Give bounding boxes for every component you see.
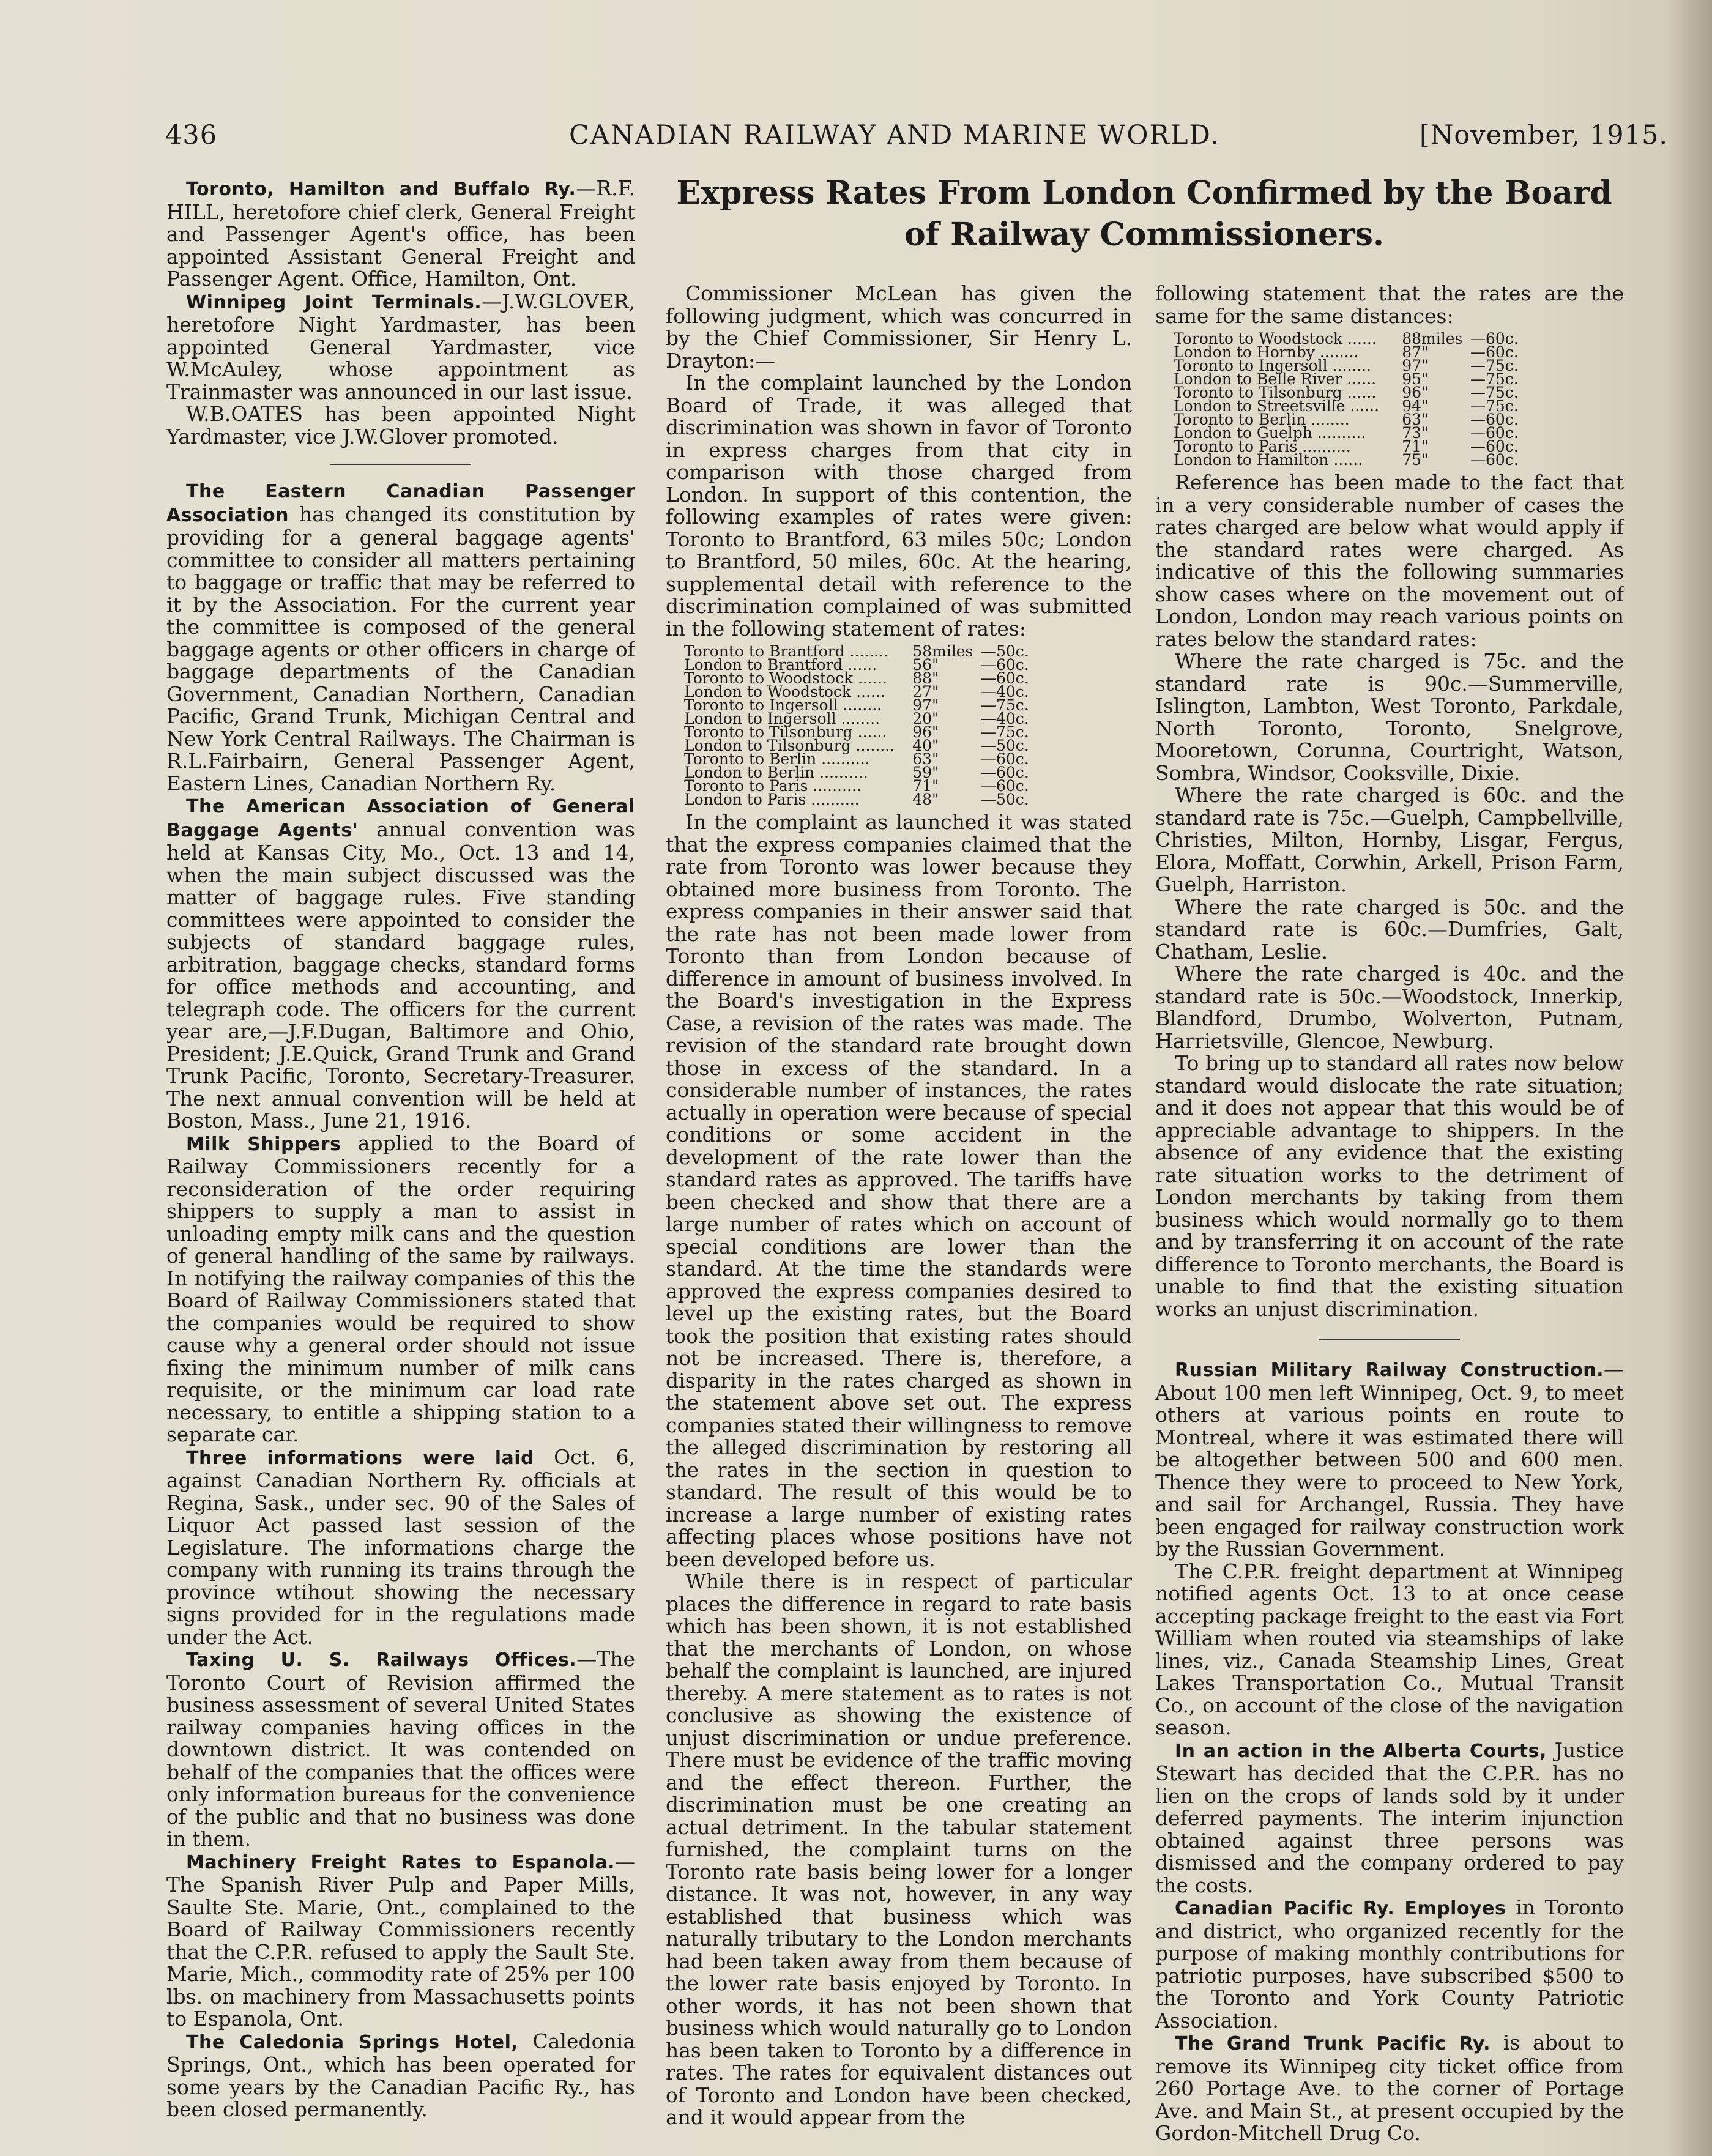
route-cell: London to Streetsville ...... — [1174, 397, 1380, 415]
item-lead: The Eastern Canadian Passenger Association — [166, 481, 635, 526]
unit-cell: " — [1421, 357, 1429, 374]
miles-cell: 71 — [912, 777, 932, 795]
book-gutter — [1669, 0, 1712, 2156]
unit-cell: " — [932, 656, 939, 674]
miles-cell: 75 — [1402, 451, 1421, 469]
miles-cell: 59 — [912, 764, 932, 781]
miles-cell: 58 — [912, 642, 932, 660]
rate-cell: —60c. — [981, 764, 1029, 781]
publication-title: CANADIAN RAILWAY AND MARINE WORLD. — [569, 120, 1221, 151]
unit-cell: miles — [1421, 330, 1463, 348]
rate-cell: —60c. — [1470, 451, 1519, 469]
item-text: —J.W.GLOVER, heretofore Night Yardmaster, has been appointed General Yardmaster, vice W.McAuley, whose appointment as Trainmaster was announced in our last issue. — [166, 289, 635, 404]
news-item — [1155, 1358, 1624, 1561]
rate-cell: —50c. — [981, 642, 1029, 660]
miles-cell: 97 — [912, 696, 932, 714]
rate-cell: —75c. — [1470, 397, 1519, 415]
miles-cell: 40 — [912, 737, 932, 754]
unit-cell: " — [932, 777, 939, 795]
rate-cell: —50c. — [981, 737, 1029, 754]
miles-cell: 88 — [1402, 330, 1421, 348]
item-lead: Three informations were laid — [186, 1447, 535, 1469]
rate-cell: —75c. — [981, 723, 1029, 741]
section-divider — [330, 464, 471, 465]
route-cell: London to Hornby ........ — [1174, 343, 1359, 361]
item-text: Oct. 6, against Canadian Northern Ry. officials at Regina, Sask., under sec. 90 of the Sales of Liquor Act passed last session of the Legislature. The informations charge the company with running its trains through the province wtihout showing the necessary signs provided for in the regulations made under the Act. — [166, 1444, 635, 1649]
unit-cell: " — [1421, 411, 1429, 428]
route-cell: London to Belle River ...... — [1174, 370, 1377, 388]
miles-cell: 95 — [1402, 370, 1421, 388]
item-lead: Winnipeg Joint Terminals. — [186, 291, 482, 313]
item-text: —The Toronto Court of Revision affirmed the business assessment of several United States railway companies having offices in the downtown district. It was contended on behalf of the companies that the offices were only information bureaus for the convenience of the public and that no business was done in them. — [166, 1647, 635, 1851]
item-lead: Taxing U. S. Railways Offices. — [186, 1649, 577, 1671]
rate-cell: —60c. — [981, 777, 1029, 795]
route-cell: Toronto to Berlin ........ — [1174, 411, 1350, 428]
news-item — [1155, 1561, 1624, 1739]
article-column-2 — [1155, 283, 1624, 2145]
unit-cell: miles — [932, 642, 973, 660]
unit-cell: " — [932, 683, 939, 701]
item-lead: Machinery Freight Rates to Espanola. — [186, 1851, 615, 1873]
rate-cell: —60c. — [1470, 424, 1519, 442]
left-column — [166, 177, 635, 2121]
route-cell: London to Woodstock ...... — [684, 683, 885, 701]
article-paragraph: following statement that the rates are the same for the same distances: — [1155, 283, 1624, 328]
route-cell: Toronto to Woodstock ...... — [684, 669, 887, 687]
news-item — [1155, 1897, 1624, 2032]
item-text: —About 100 men left Winnipeg, Oct. 9, to meet others at various points en route to Montreal, where it was estimated there will be altogether between 500 and 600 men. Thence they were to proceed to New York, and sail for Archangel, Russia. They have been engaged for railway construction work by the Russian Government. — [1155, 1357, 1624, 1561]
route-cell: Toronto to Paris .......... — [1174, 437, 1351, 455]
unit-cell: " — [1421, 437, 1429, 455]
item-text: is about to remove its Winnipeg city ticket office from 260 Portage Ave. to the corner of Portage Ave. and Main St., at present occupied by the Gordon-Mitchell Drug Co. — [1155, 2031, 1624, 2145]
news-item — [166, 1648, 635, 1851]
news-item — [166, 1851, 635, 2031]
miles-cell: 88 — [912, 669, 932, 687]
rate-cell: —40c. — [981, 683, 1029, 701]
route-cell: Toronto to Paris .......... — [684, 777, 862, 795]
rate-cell: —60c. — [1470, 411, 1519, 428]
unit-cell: " — [1421, 451, 1429, 469]
miles-cell: 96 — [1402, 384, 1421, 401]
item-lead: Toronto, Hamilton and Buffalo Ry. — [186, 179, 576, 200]
route-cell: London to Hamilton ...... — [1174, 451, 1363, 469]
article-paragraph: Where the rate charged is 40c. and the standard rate is 50c.—Woodstock, Innerkip, Blandford, Drumbo, Wolverton, Putnam, Harrietsville, Glencoe, Newburg. — [1155, 962, 1624, 1053]
article-paragraph: While there is in respect of particular places the difference in regard to rate basis which has been shown, it is not established that the merchants of London, on whose behalf the complaint is launched, are injured thereby. A mere statement as to rates is not conclusive as showing the existence of unjust discrimination or undue preference. There must be evidence of the traffic moving and the effect thereon. Further, the discrimination must be one creating an actual detriment. In the tabular statement furnished, the complaint turns on the Toronto rate basis being lower for a longer distance. It was not, however, in any way established that business which was naturally tributary to the London merchants had been taken away from them because of the lower rate basis enjoyed by Toronto. In other words, it has not been shown that business which would naturally go to London has been taken to Toronto by a difference in rates. The rates for equivalent distances out of Toronto and London have been checked, and it would appear from the — [666, 1569, 1132, 2129]
route-cell: London to Brantford ...... — [684, 656, 877, 674]
news-item — [166, 177, 635, 291]
route-cell: Toronto to Ingersoll ........ — [1174, 357, 1372, 374]
rate-cell: —75c. — [1470, 370, 1519, 388]
news-item — [166, 1132, 635, 1446]
miles-cell: 48 — [912, 790, 932, 808]
unit-cell: " — [932, 790, 939, 808]
route-cell: Toronto to Berlin .......... — [684, 750, 870, 768]
item-lead: Milk Shippers — [186, 1133, 341, 1155]
rate-cell: —75c. — [1470, 357, 1519, 374]
route-cell: London to Guelph .......... — [1174, 424, 1366, 442]
unit-cell: " — [932, 710, 939, 727]
route-cell: Toronto to Brantford ........ — [684, 642, 889, 660]
article-column-1 — [666, 283, 1132, 2129]
rates-table-equivalent — [1174, 332, 1519, 467]
rate-cell: —50c. — [981, 790, 1029, 808]
rate-cell: —60c. — [981, 656, 1029, 674]
rate-cell: —75c. — [1470, 384, 1519, 401]
news-item — [166, 1446, 635, 1649]
miles-cell: 71 — [1402, 437, 1421, 455]
route-cell: London to Tilsonburg ........ — [684, 737, 895, 754]
item-lead: The Caledonia Springs Hotel, — [186, 2031, 519, 2053]
route-cell: Toronto to Tilsonburg ...... — [1174, 384, 1377, 401]
rate-cell: —40c. — [981, 710, 1029, 727]
miles-cell: 27 — [912, 683, 932, 701]
route-cell: Toronto to Woodstock ...... — [1174, 330, 1377, 348]
unit-cell: " — [932, 669, 939, 687]
route-cell: Toronto to Tilsonburg ...... — [684, 723, 887, 741]
unit-cell: " — [932, 723, 939, 741]
rate-cell: —60c. — [1470, 437, 1519, 455]
item-text: annual convention was held at Kansas City, Mo., Oct. 13 and 14, when the main subject discussed was the matter of baggage rules. Five standing committees were appointed to consider the subjects of standard baggage rules, arbitration, baggage checks, standard forms for office methods and accounting, and telegraph code. The officers for the current year are,—J.F.Dugan, Baltimore and Ohio, President; J.E.Quick, Grand Trunk and Grand Trunk Pacific, Toronto, Secretary-Treasurer. The next annual convention will be held at Boston, Mass., June 21, 1916. — [166, 817, 635, 1132]
article-paragraph: Reference has been made to the fact that in a very considerable number of cases the rates charged are below what would apply if the standard rates were charged. As indicative of this the following summaries show cases where on the movement out of London, London may reach various points on rates below the standard rates: — [1155, 470, 1624, 651]
issue-date: [November, 1915. — [1420, 120, 1669, 151]
rate-cell: —60c. — [1470, 343, 1519, 361]
unit-cell: " — [932, 696, 939, 714]
rate-row — [1174, 453, 1519, 467]
unit-cell: " — [932, 764, 939, 781]
route-cell: London to Ingersoll ........ — [684, 710, 880, 727]
unit-cell: " — [932, 737, 939, 754]
unit-cell: " — [1421, 370, 1429, 388]
news-item — [1155, 1739, 1624, 1897]
item-text: —The Spanish River Pulp and Paper Mills, Saulte Ste. Marie, Ont., complained to the Board of Railway Commissioners recently that the C.P.R. refused to apply the Sault Ste. Marie, Mich., commodity rate of 25% per 100 lbs. on machinery from Massachusetts points to Espanola, Ont. — [166, 1849, 635, 2031]
news-item — [166, 2031, 635, 2121]
item-lead: Russian Military Railway Construction. — [1175, 1359, 1604, 1381]
item-text: has changed its constitution by providing for a general baggage agents' committee to consider all matters pertaining to baggage or traffic that may be referred to it by the Association. For the current year the committee is composed of the general baggage agents or other officers in charge of baggage departments of the Canadian Government, Canadian Northern, Canadian Pacific, Grand Trunk, Michigan Central and New York Central Railways. The Chairman is R.L.Fairbairn, General Passenger Agent, Eastern Lines, Canadian Northern Ry. — [166, 502, 635, 795]
rates-table-complaint — [684, 642, 1030, 808]
article-paragraph: Where the rate charged is 50c. and the standard rate is 60c.—Dumfries, Galt, Chatham, Leslie. — [1155, 894, 1624, 964]
item-lead: The Grand Trunk Pacific Ry. — [1175, 2033, 1491, 2054]
route-cell: London to Paris .......... — [684, 790, 860, 808]
news-item — [166, 480, 635, 795]
article-paragraph: Where the rate charged is 75c. and the standard rate is 90c.—Summerville, Islington, Lambton, West Toronto, Parkdale, North Toronto, Toronto, Snelgrove, Mooretown, Corunna, Courtright, Watson, Sombra, Windsor, Cooksville, Dixie. — [1155, 649, 1624, 785]
item-text: applied to the Board of Railway Commissioners recently for a reconsideration of the order requiring shippers to supply a man to assist in unloading empty milk cans and the question of general handling of the same by railways. In notifying the railway companies of this the Board of Railway Commissioners stated that the companies would be required to show cause why a general order should not issue fixing the minimum number of milk cans requisite, or the minimum car load rate necessary, to entitle a shipping station to a separate car. — [166, 1131, 635, 1446]
item-text: Caledonia Springs, Ont., which has been operated for some years by the Canadian Pacific Ry., has been closed permanently. — [166, 2029, 635, 2121]
miles-cell: 63 — [912, 750, 932, 768]
item-text: W.B.OATES has been appointed Night Yardmaster, vice J.W.Glover promoted. — [166, 402, 635, 448]
route-cell: Toronto to Ingersoll ........ — [684, 696, 882, 714]
unit-cell: " — [1421, 424, 1429, 442]
unit-cell: " — [932, 750, 939, 768]
item-text: in Toronto and district, who organized recently for the purpose of making monthly contributions for patriotic purposes, have subscribed $500 to the Toronto and York County Patriotic Association. — [1155, 1895, 1624, 2032]
item-text: Justice Stewart has decided that the C.P.R. has no lien on the crops of lands sold by it under deferred payments. The interim injunction obtained against three persons was dismissed and the company ordered to pay the costs. — [1155, 1738, 1624, 1897]
rate-cell: —60c. — [981, 669, 1029, 687]
rate-cell: —60c. — [1470, 330, 1519, 348]
item-text: —R.F. HILL, heretofore chief clerk, General Freight and Passenger Agent's office, has been appointed Assistant General Freight and Passenger Agent. Office, Hamilton, Ont. — [166, 177, 635, 291]
miles-cell: 20 — [912, 710, 932, 727]
rate-cell: —60c. — [981, 750, 1029, 768]
miles-cell: 94 — [1402, 397, 1421, 415]
miles-cell: 73 — [1402, 424, 1421, 442]
rate-cell: —75c. — [981, 696, 1029, 714]
item-lead: The American Association of General Baggage Agents' — [166, 796, 635, 841]
miles-cell: 96 — [912, 723, 932, 741]
section-divider — [1319, 1339, 1460, 1340]
article-paragraph: To bring up to standard all rates now below standard would dislocate the rate situation; and it does not appear that this would be of appreciable advantage to shippers. In the absence of any evidence that the existing rate situation works to the detriment of London merchants by taking from them business which would normally go to them and by transferring it on account of the rate difference to Toronto merchants, the Board is unable to find that the existing situation works an unjust discrimination. — [1155, 1051, 1624, 1321]
unit-cell: " — [1421, 343, 1429, 361]
news-item — [166, 403, 635, 448]
news-item — [166, 291, 635, 404]
item-lead: Canadian Pacific Ry. Employes — [1175, 1898, 1506, 1919]
route-cell: London to Berlin .......... — [684, 764, 868, 781]
item-lead: In an action in the Alberta Courts, — [1175, 1740, 1547, 1762]
news-item — [1155, 2032, 1624, 2145]
article-title: Express Rates From London Confirmed by the Board of Railway Commissioners. — [676, 174, 1612, 253]
article-paragraph: In the complaint launched by the London Board of Trade, it was alleged that discrimination was shown in favor of Toronto in express charges from that city in comparison with those charged from London. In support of this contention, the following examples of rates were given: Toronto to Brantford, 63 miles 50c; London to Brantford, 50 miles, 60c. At the hearing, supplemental detail with reference to the discrimination complained of was submitted in the following statement of rates: — [666, 371, 1132, 641]
page-number: 436 — [165, 120, 218, 151]
miles-cell: 63 — [1402, 411, 1421, 428]
unit-cell: " — [1421, 384, 1429, 401]
news-item — [166, 795, 635, 1132]
article-paragraph: Commissioner McLean has given the following judgment, which was concurred in by the Chief Commissioner, Sir Henry L. Drayton:— — [666, 283, 1132, 373]
miles-cell: 56 — [912, 656, 932, 674]
miles-cell: 97 — [1402, 357, 1421, 374]
unit-cell: " — [1421, 397, 1429, 415]
rate-row — [684, 793, 1030, 806]
article-paragraph: In the complaint as launched it was stated that the express companies claimed that the rate from Toronto was lower because they obtained more business from Toronto. The express companies in their answer said that the rate has not been made lower from Toronto than from London because of difference in amount of business involved. In the Board's investigation in the Express Case, a revision of the rates was made. The revision of the standard rate brought down those in excess of the standard. In a considerable number of instances, the rates actually in operation were because of special conditions or some accident in the development of the rate lower than the standard rates as approved. The tariffs have been checked and show that there are a large number of rates which on account of special conditions are lower than the standard. At the time the standards were approved the express companies desired to level up the existing rates, but the Board took the position that existing rates should not be increased. There is, therefore, a disparity in the rates charged as shown in the statement above set out. The express companies stated their willingness to remove the alleged discrimination by restoring all the rates in the section in question to standard. The result of this would be to increase a large number of existing rates affecting places whose positions have not been developed before us. — [666, 810, 1132, 1571]
article-paragraph: Where the rate charged is 60c. and the standard rate is 75c.—Guelph, Campbellville, Christies, Milton, Hornby, Lisgar, Fergus, Elora, Moffatt, Corwhin, Arkell, Prison Farm, Guelph, Harriston. — [1155, 783, 1624, 896]
miles-cell: 87 — [1402, 343, 1421, 361]
item-text: The C.P.R. freight department at Winnipeg notified agents Oct. 13 to at once cease accepting package freight to the east via Fort William when routed via steamships of lake lines, viz., Canada Steamship Lines, Great Lakes Transportation Co., Mutual Transit Co., on account of the close of the navigation season. — [1155, 1559, 1624, 1739]
